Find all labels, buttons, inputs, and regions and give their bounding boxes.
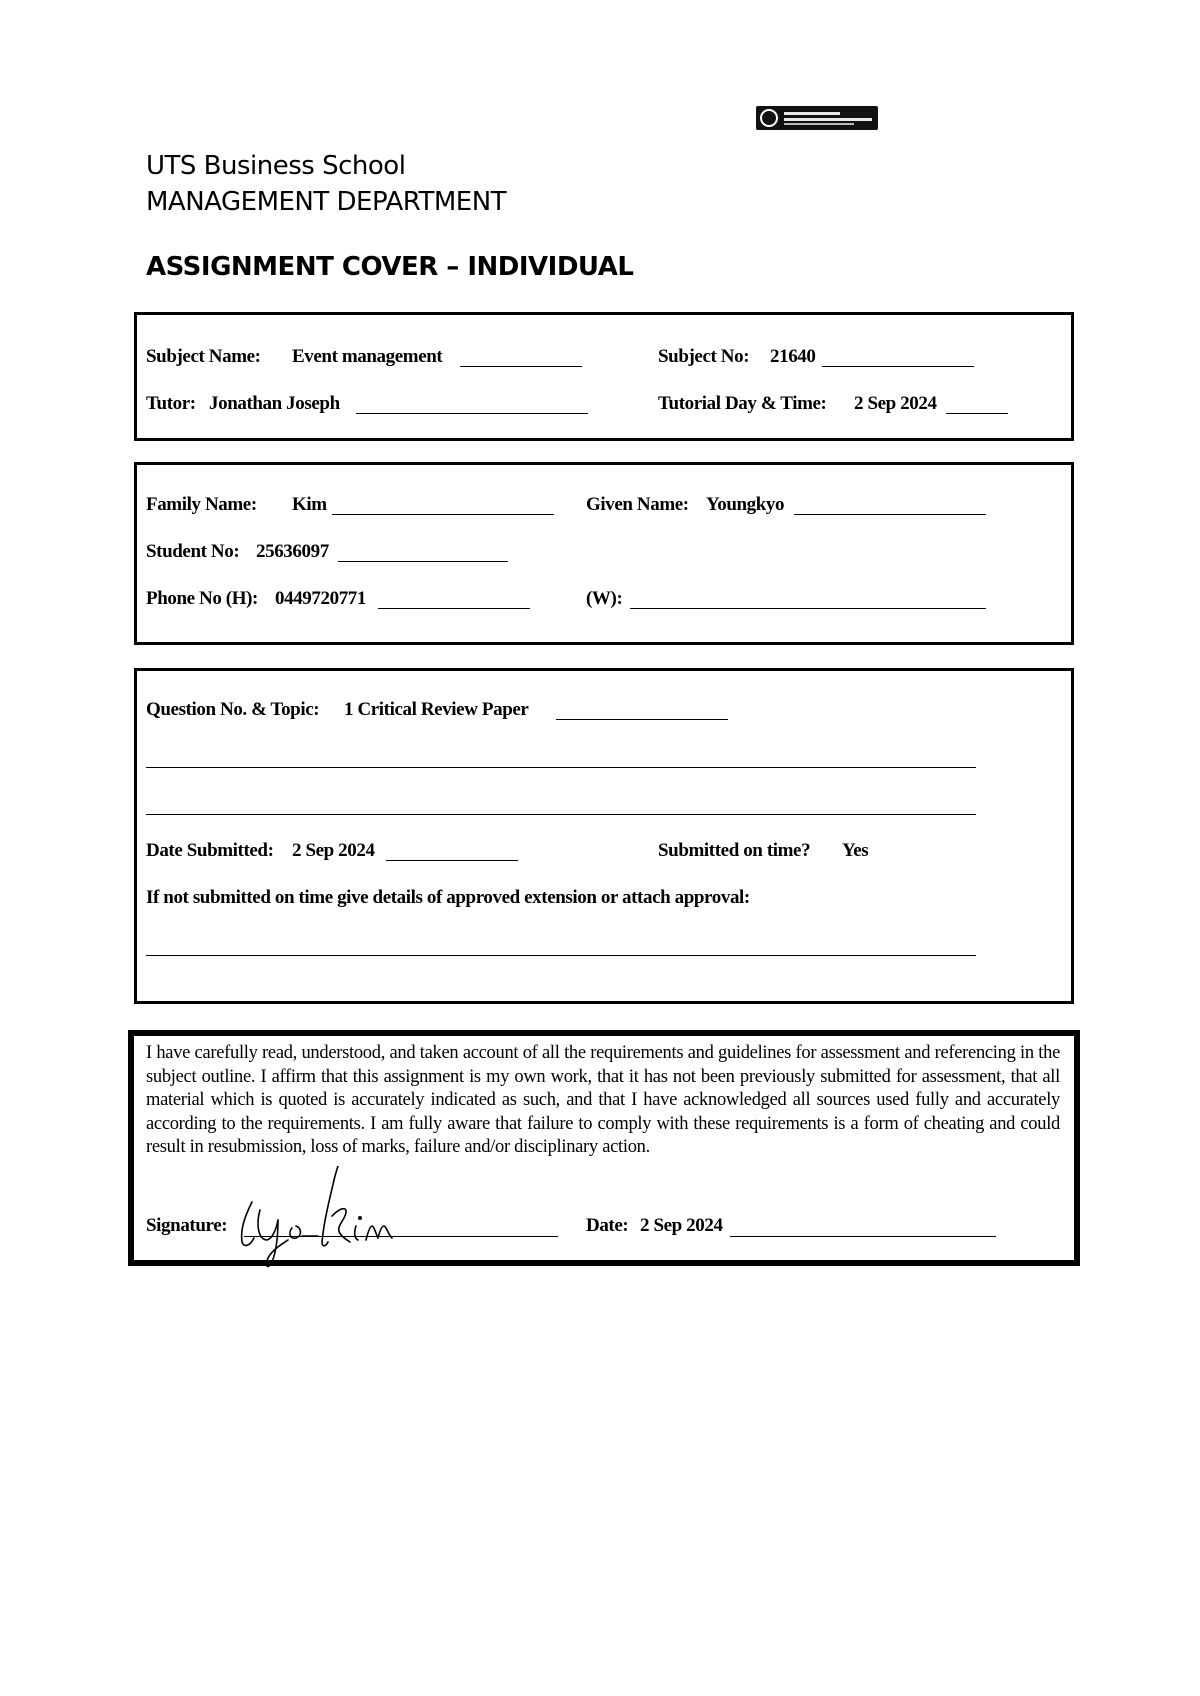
extension-line xyxy=(146,955,976,956)
phone-work-label: (W): xyxy=(586,588,623,609)
tutorial-label: Tutorial Day & Time: xyxy=(658,393,827,414)
given-name-label: Given Name: xyxy=(586,494,689,515)
logo-line xyxy=(784,123,854,125)
on-time-label: Submitted on time? xyxy=(658,840,811,861)
date-submitted-label: Date Submitted: xyxy=(146,840,274,861)
family-name-value[interactable]: Kim xyxy=(292,494,327,515)
student-no-label: Student No: xyxy=(146,541,240,562)
phone-work-underline xyxy=(630,608,986,609)
family-name-underline xyxy=(332,514,554,515)
subject-name-label: Subject Name: xyxy=(146,346,261,367)
logo-mark xyxy=(760,109,778,127)
question-line-2 xyxy=(146,767,976,768)
subject-section xyxy=(134,312,1074,441)
phone-home-label: Phone No (H): xyxy=(146,588,258,609)
question-underline xyxy=(556,719,728,720)
signature-date-underline xyxy=(730,1236,996,1237)
form-title: ASSIGNMENT COVER – INDIVIDUAL xyxy=(146,252,634,282)
question-value[interactable]: 1 Critical Review Paper xyxy=(344,699,529,720)
given-name-underline xyxy=(794,514,986,515)
school-name: UTS Business School xyxy=(146,151,406,181)
department-name: MANAGEMENT DEPARTMENT xyxy=(146,187,507,217)
tutor-value[interactable]: Jonathan Joseph xyxy=(209,393,340,414)
tutor-underline xyxy=(356,413,588,414)
question-line-3 xyxy=(146,814,976,815)
tutorial-value[interactable]: 2 Sep 2024 xyxy=(854,393,937,414)
signature-date-label: Date: xyxy=(586,1215,629,1236)
subject-no-label: Subject No: xyxy=(658,346,750,367)
signature-label: Signature: xyxy=(146,1215,228,1236)
date-submitted-underline xyxy=(386,860,518,861)
subject-name-underline xyxy=(460,366,582,367)
logo-line xyxy=(784,112,840,115)
signature-date-value[interactable]: 2 Sep 2024 xyxy=(640,1215,723,1236)
phone-home-value[interactable]: 0449720771 xyxy=(275,588,367,609)
logo-line xyxy=(784,118,872,121)
tutor-label: Tutor: xyxy=(146,393,196,414)
uts-logo-icon xyxy=(756,106,878,130)
student-no-value[interactable]: 25636097 xyxy=(256,541,329,562)
declaration-text: I have carefully read, understood, and taken account of all the requirements and guidelines for assessment and referencing in the subject outline. I affirm that this assignment is my own work, that it has not been previously submitted for assessment, that all material which is quoted is accurately indicated as such, and that I have acknowledged all sources used fully and accurately according to the requirements. I am fully aware that failure to comply with these requirements is a form of cheating and could result in resubmission, loss of marks, failure and/or disciplinary action. xyxy=(146,1043,1060,1157)
on-time-value[interactable]: Yes xyxy=(842,840,869,861)
date-submitted-value[interactable]: 2 Sep 2024 xyxy=(292,840,375,861)
subject-no-value[interactable]: 21640 xyxy=(770,346,816,367)
family-name-label: Family Name: xyxy=(146,494,257,515)
subject-name-value[interactable]: Event management xyxy=(292,346,443,367)
extension-label: If not submitted on time give details of approved extension or attach approval: xyxy=(146,887,750,908)
tutorial-underline xyxy=(946,413,1008,414)
subject-no-underline xyxy=(822,366,974,367)
student-no-underline xyxy=(338,561,508,562)
phone-home-underline xyxy=(378,608,530,609)
given-name-value[interactable]: Youngkyo xyxy=(706,494,785,515)
signature-image[interactable] xyxy=(238,1166,428,1270)
question-label: Question No. & Topic: xyxy=(146,699,320,720)
